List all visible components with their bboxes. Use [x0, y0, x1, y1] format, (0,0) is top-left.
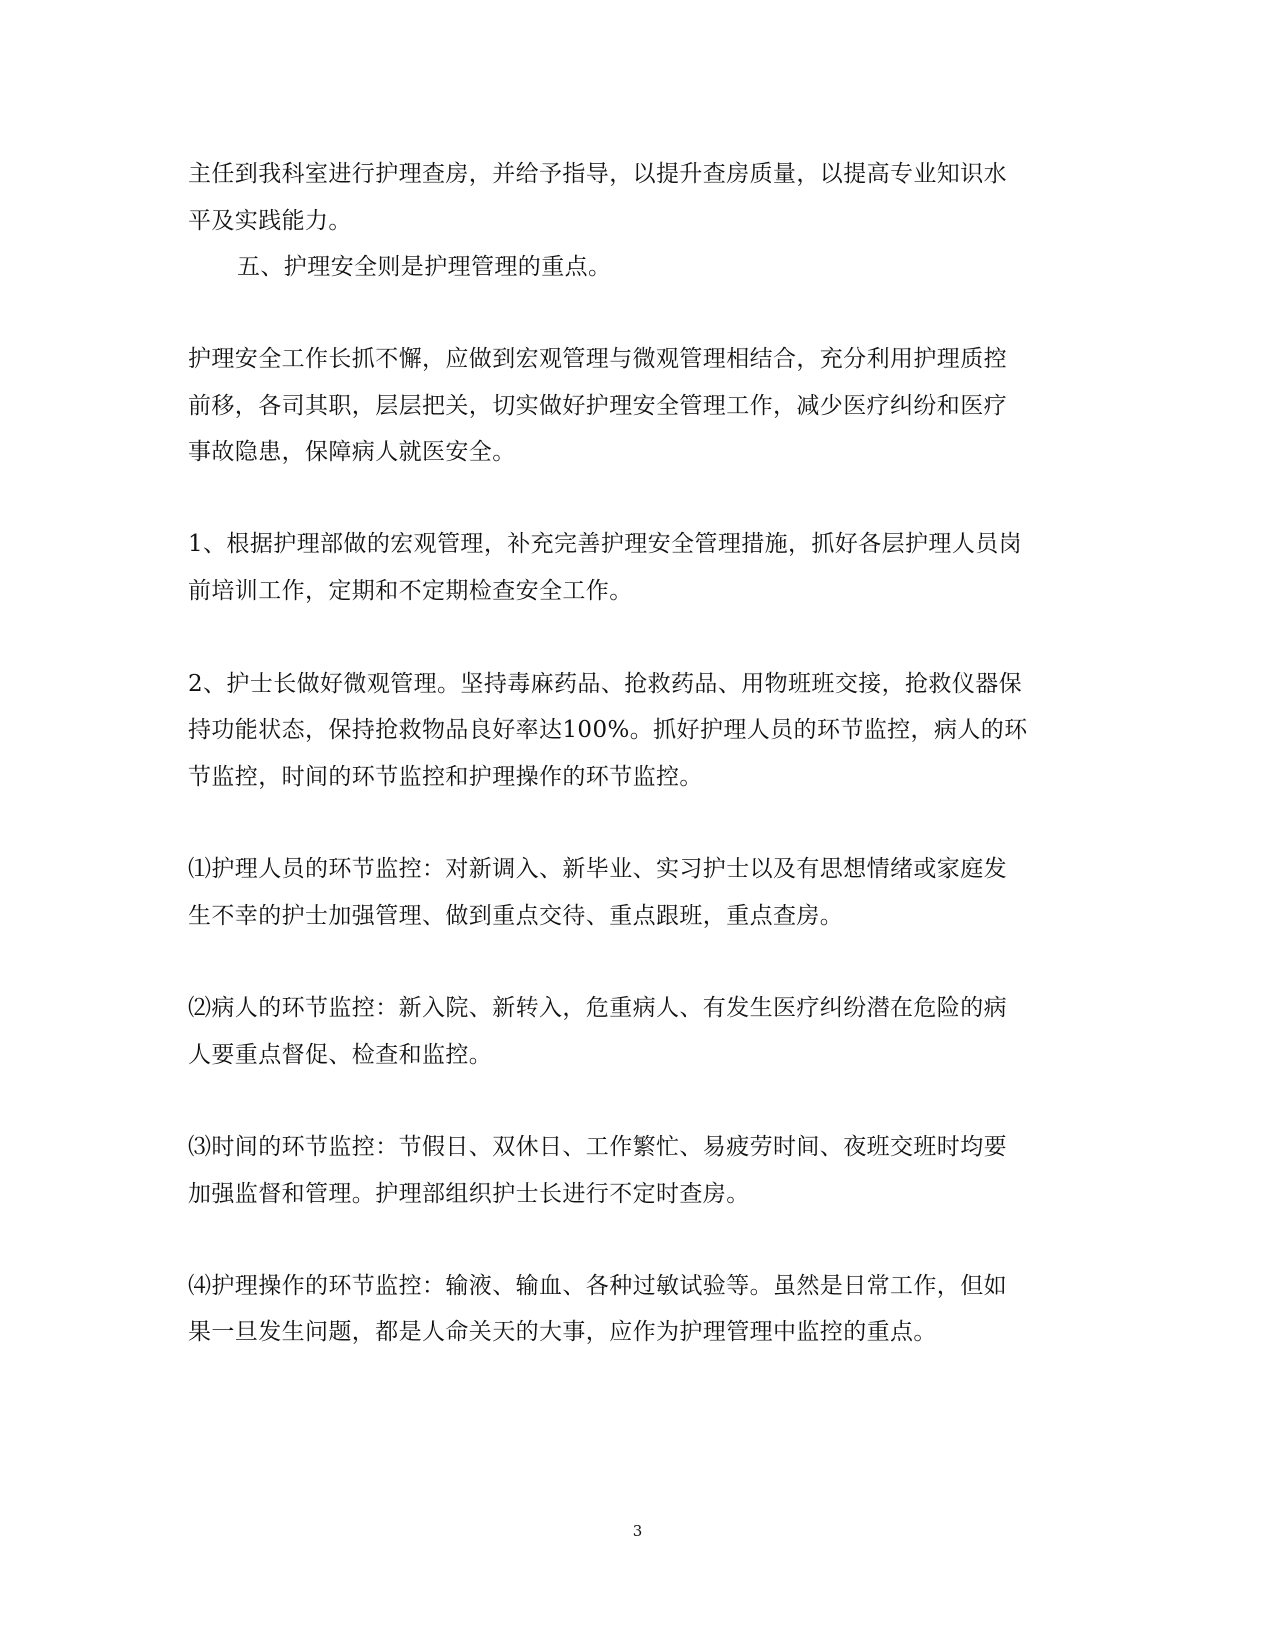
page-number: 3 — [632, 1522, 643, 1540]
text-line: 前培训工作，定期和不定期检查安全工作。 — [188, 578, 633, 604]
text-line: ⑷护理操作的环节监控：输液、输血、各种过敏试验等。虽然是日常工作，但如 — [188, 1273, 1007, 1299]
text-line: 持功能状态，保持抢救物品良好率达100%。抓好护理人员的环节监控，病人的环 — [188, 717, 1028, 743]
text-line: ⑶时间的环节监控：节假日、双休日、工作繁忙、易疲劳时间、夜班交班时均要 — [188, 1134, 1007, 1160]
section-heading: 五、护理安全则是护理管理的重点。 — [237, 254, 612, 280]
text-line: 果一旦发生问题，都是人命关天的大事，应作为护理管理中监控的重点。 — [188, 1319, 937, 1345]
text-line: 生不幸的护士加强管理、做到重点交待、重点跟班，重点查房。 — [188, 903, 844, 929]
text-line: 前移，各司其职，层层把关，切实做好护理安全管理工作，减少医疗纠纷和医疗 — [188, 393, 1007, 419]
text-line: 事故隐患，保障病人就医安全。 — [188, 439, 516, 465]
text-line: ⑵病人的环节监控：新入院、新转入，危重病人、有发生医疗纠纷潜在危险的病 — [188, 995, 1007, 1021]
text-line: 加强监督和管理。护理部组织护士长进行不定时查房。 — [188, 1181, 750, 1207]
text-line: 人要重点督促、检查和监控。 — [188, 1042, 493, 1068]
text-line: 1、根据护理部做的宏观管理，补充完善护理安全管理措施，抓好各层护理人员岗 — [188, 531, 1023, 557]
text-line: 平及实践能力。 — [188, 208, 352, 234]
text-line: 节监控，时间的环节监控和护理操作的环节监控。 — [188, 764, 703, 790]
text-line: 2、护士长做好微观管理。坚持毒麻药品、抢救药品、用物班班交接，抢救仪器保 — [188, 671, 1023, 697]
text-line: 护理安全工作长抓不懈，应做到宏观管理与微观管理相结合，充分利用护理质控 — [188, 346, 1007, 372]
text-line: ⑴护理人员的环节监控：对新调入、新毕业、实习护士以及有思想情绪或家庭发 — [188, 856, 1007, 882]
text-line: 主任到我科室进行护理查房，并给予指导，以提升查房质量，以提高专业知识水 — [188, 161, 1007, 187]
